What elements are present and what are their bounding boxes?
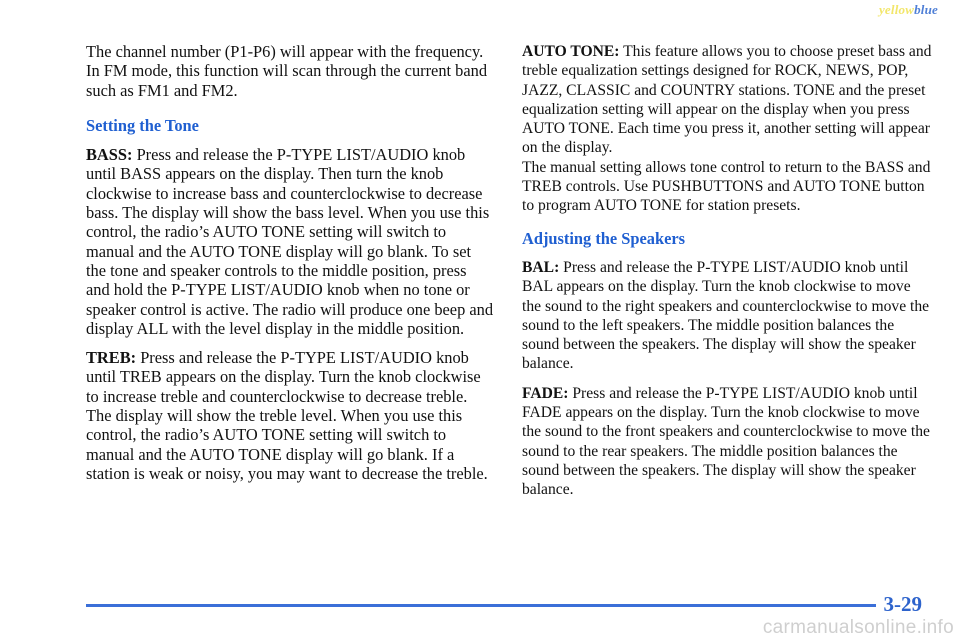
color-tag-blue: blue — [914, 2, 938, 17]
page-number: 3-29 — [883, 592, 922, 616]
fade-text: Press and release the P-TYPE LIST/AUDIO knob until FADE appears on the display. Turn the knob clockwise to move the sound to the front speakers and counterclockwise to move the sound to the rear speakers. The middle position balances the sound between the speakers. The display will show the speaker balance. — [522, 384, 930, 499]
section-heading-tone: Setting the Tone — [86, 115, 199, 135]
bass-text: Press and release the P-TYPE LIST/AUDIO knob until BASS appears on the display. Then turn the knob clockwise to increase bass and counterclockwise to decrease bass. The display will show the bass level. When you use this control, the radio’s AUTO TONE setting will switch to manual and the AUTO TONE display will go blank. To set the tone and speaker controls to the middle position, press and hold the P-TYPE LIST/AUDIO knob when no tone or speaker control is active. The radio will produce one beep and display ALL with the level display in the middle position. — [86, 145, 494, 338]
bass-term: BASS: — [86, 145, 133, 165]
manual-paragraph: The manual setting allows tone control to return to the BASS and TREB controls. Use PUSHBUTTONS and AUTO TONE button to program AUTO TONE for station presets. — [522, 158, 931, 215]
auto-tone-term: AUTO TONE: — [522, 43, 620, 60]
fade-term: FADE: — [522, 384, 569, 402]
watermark: carmanualsonline.info — [762, 617, 954, 638]
bal-text: Press and release the P-TYPE LIST/AUDIO knob until BAL appears on the display. Turn the knob clockwise to move the sound to the right speakers and counterclockwise to move the sound to the left speakers. The middle position balances the sound between the speakers. The display will show the speaker balance. — [522, 258, 930, 373]
intro-paragraph: The channel number (P1-P6) will appear with the frequency. In FM mode, this function will scan through the current band such as FM1 and FM2. — [86, 42, 488, 100]
treb-term: TREB: — [86, 348, 137, 368]
color-tag-yellow: yellow — [878, 2, 915, 17]
auto-tone-text: This feature allows you to choose preset bass and treble equalization settings designed for ROCK, NEWS, POP, JAZZ, CLASSIC and COUNTRY stations. TONE and the preset equalization setting will appear on the display when you press AUTO TONE. Each time you press it, another setting will appear on the display. — [522, 43, 932, 157]
fade-paragraph — [522, 384, 932, 500]
bal-paragraph — [522, 258, 932, 374]
tone-heading-paragraph — [86, 116, 494, 135]
right-column — [522, 42, 932, 500]
speakers-heading-paragraph — [522, 229, 932, 248]
color-tag — [879, 2, 938, 18]
treb-text: Press and release the P-TYPE LIST/AUDIO knob until TREB appears on the display. Turn the knob clockwise to increase treble and counterclockwise to decrease treble. The display will show the treble level. When you use this control, the radio’s AUTO TONE setting will switch to manual and the AUTO TONE display will go blank. If a station is weak or noisy, you may want to decrease the treble. — [86, 348, 488, 483]
footer-rule — [86, 604, 876, 607]
treb-paragraph — [86, 348, 494, 483]
section-heading-speakers: Adjusting the Speakers — [522, 228, 686, 248]
bass-paragraph — [86, 145, 494, 338]
bal-term: BAL: — [522, 258, 560, 276]
auto-tone-paragraph — [522, 42, 932, 158]
left-column — [86, 42, 494, 483]
